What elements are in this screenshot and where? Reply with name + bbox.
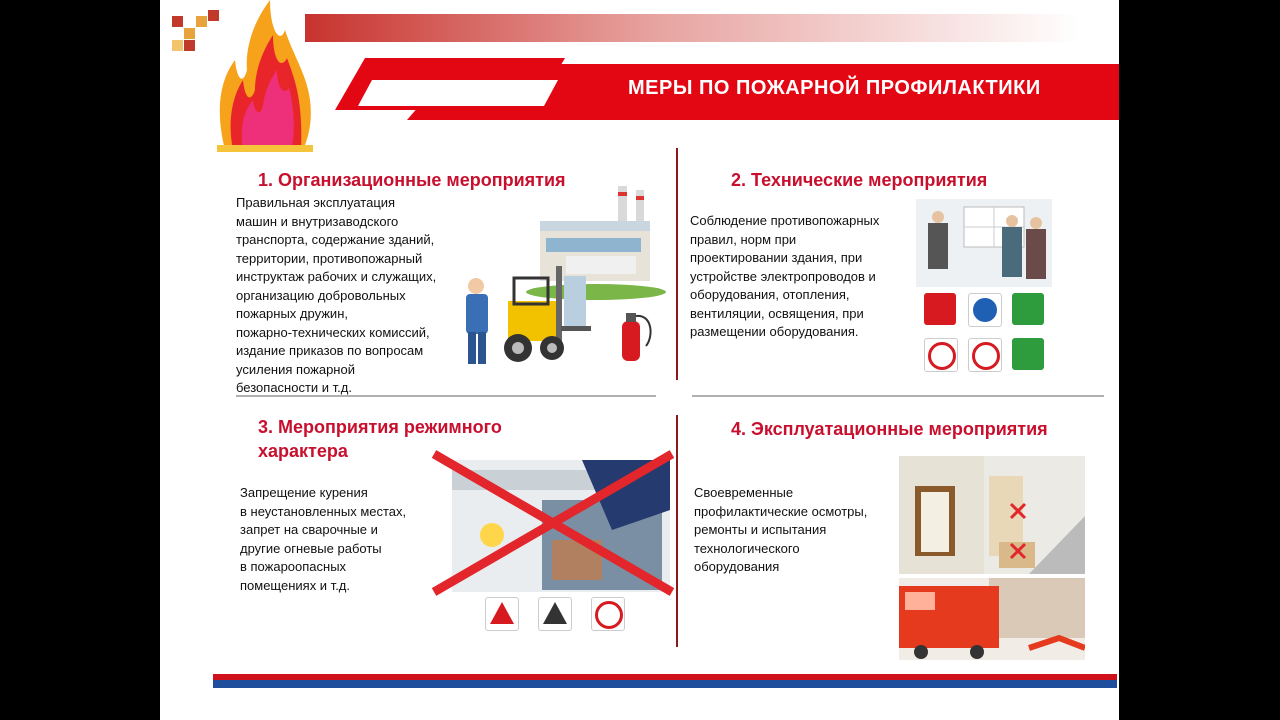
section-1-text: Правильная эксплуатация машин и внутризаводского транспорта, содержание зданий, территории, противопожарный инструктаж рабочих и служащих, организацию добровольных пожарных дружин, пожарно-технических комиссий, издание приказов по вопросам усиления пожарной безопасности и т.д.	[236, 195, 437, 395]
no-smoking-sign-icon-2	[591, 597, 625, 631]
building-interior-illustration	[899, 456, 1085, 574]
forklift-icon	[504, 266, 591, 362]
fire-extinguisher-sign-icon	[924, 293, 956, 325]
protective-equipment-sign-icon	[968, 293, 1002, 327]
no-open-flame-sign-icon	[924, 338, 958, 372]
no-smoking-sign-icon	[968, 338, 1002, 372]
engineers-illustration	[916, 199, 1052, 287]
fire-exit-sign-icon	[1012, 338, 1044, 370]
slide	[160, 0, 1119, 720]
top-gradient-bar	[305, 14, 1080, 42]
divider-horizontal-right	[692, 395, 1104, 397]
bottom-blue-stripe	[213, 680, 1117, 688]
section-1-heading: 1. Организационные мероприятия	[258, 170, 566, 190]
page-title: МЕРЫ ПО ПОЖАРНОЙ ПРОФИЛАКТИКИ	[628, 77, 1041, 99]
logo-squares-icon	[172, 10, 218, 56]
fire-truck-icon	[899, 578, 1085, 660]
section-4-text: Своевременные профилактические осмотры, ремонты и испытания технологического оборудования	[694, 485, 868, 574]
title-stripe-inner	[358, 80, 558, 106]
section-3-text: Запрещение курения в неустановленных местах, запрет на сварочные и другие огневые работы в пожароопасных помещениях и т.д.	[240, 485, 407, 593]
explosive-sign-icon	[538, 597, 572, 631]
section-2-heading: 2. Технические мероприятия	[731, 170, 988, 190]
section-4-heading: 4. Эксплуатационные мероприятия	[731, 419, 1048, 439]
flame-logo-icon	[215, 0, 315, 155]
fire-extinguisher-icon	[622, 313, 651, 361]
worker-icon	[466, 278, 488, 364]
factory-forklift-illustration	[456, 186, 666, 376]
flammable-sign-icon	[485, 597, 519, 631]
divider-vertical-bottom	[676, 415, 678, 647]
divider-vertical-top	[676, 148, 678, 380]
direction-arrow-sign-icon	[1012, 293, 1044, 325]
section-2-text: Соблюдение противопожарных правил, норм при проектировании здания, при устройстве электропроводов и оборудования, отопления, вентиляции, освящения, при размещении оборудования.	[690, 213, 880, 339]
no-welding-icon	[432, 450, 674, 598]
section-3-heading: 3. Мероприятия режимного характера	[258, 417, 502, 461]
